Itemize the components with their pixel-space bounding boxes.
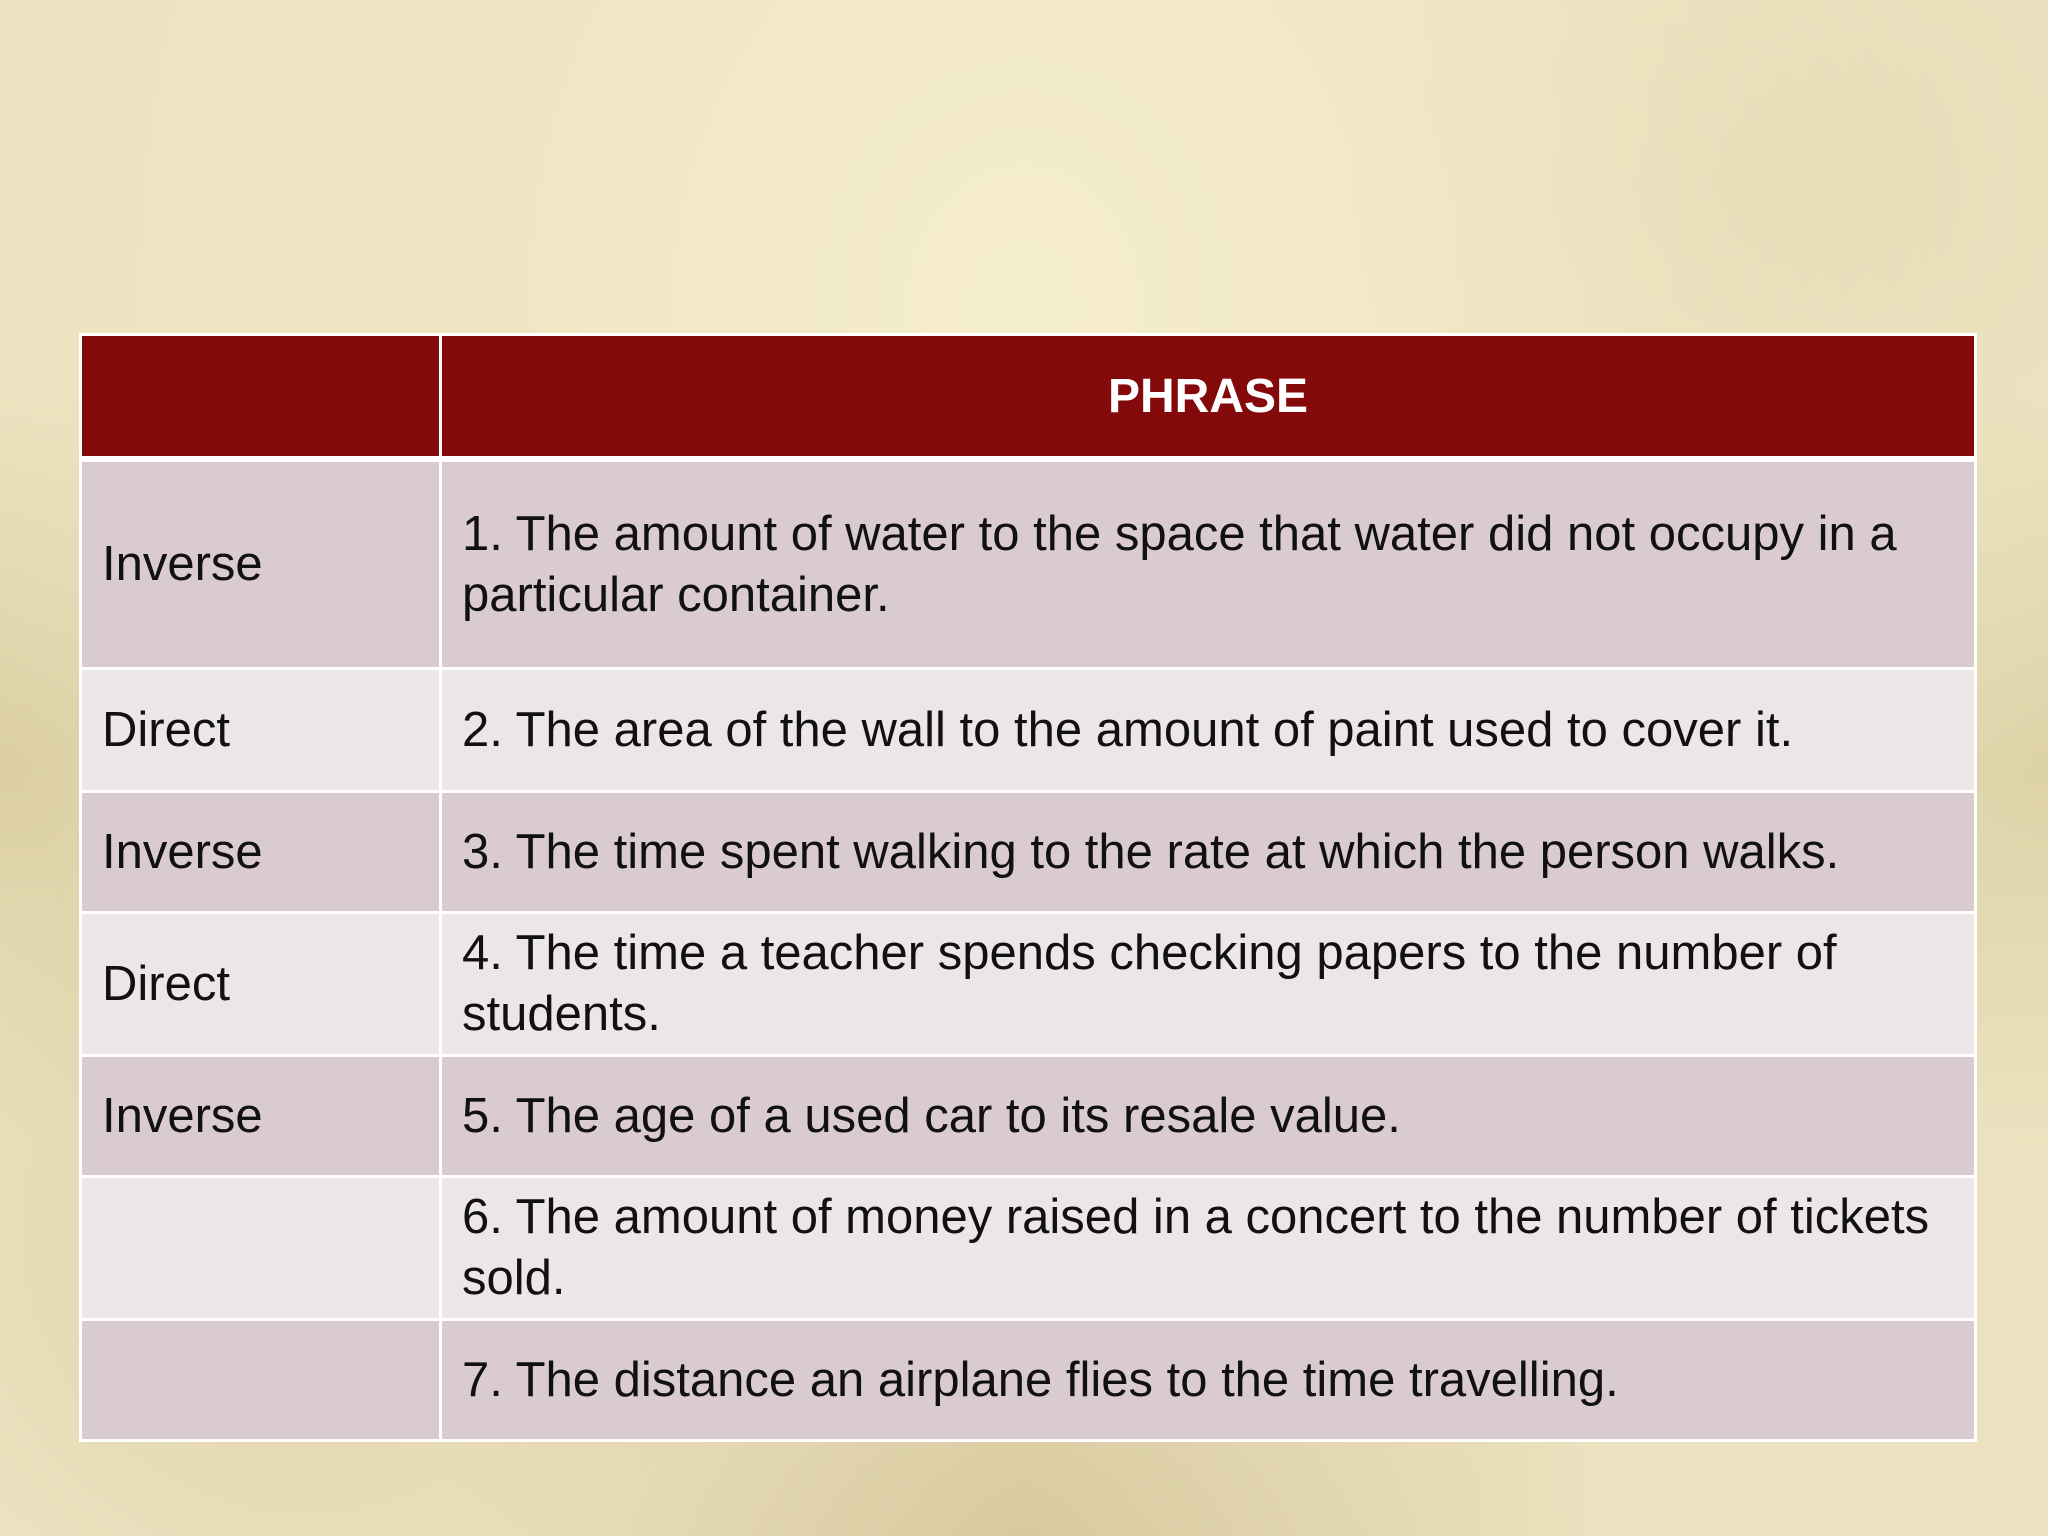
table-row: [81, 792, 1976, 913]
table-row: [81, 1177, 1976, 1320]
table-row: [81, 913, 1976, 1056]
variation-cell: Inverse: [81, 792, 441, 913]
variation-cell: [81, 1320, 441, 1441]
table-row: [81, 669, 1976, 792]
phrase-table: [79, 333, 1977, 1442]
table-row: [81, 1056, 1976, 1177]
phrase-cell: 2. The area of the wall to the amount of paint used to cover it.: [441, 669, 1976, 792]
variation-cell: Direct: [81, 913, 441, 1056]
phrase-cell: 3. The time spent walking to the rate at which the person walks.: [441, 792, 1976, 913]
phrase-cell: 7. The distance an airplane flies to the time travelling.: [441, 1320, 1976, 1441]
phrase-cell: 5. The age of a used car to its resale value.: [441, 1056, 1976, 1177]
table-row: [81, 459, 1976, 669]
variation-cell: Inverse: [81, 459, 441, 669]
phrase-cell: 1. The amount of water to the space that water did not occupy in a particular container.: [441, 459, 1976, 669]
variation-cell: [81, 1177, 441, 1320]
phrase-cell: 6. The amount of money raised in a concert to the number of tickets sold.: [441, 1177, 1976, 1320]
variation-cell: Inverse: [81, 1056, 441, 1177]
table-header-variation: [81, 335, 441, 460]
table-header-row: [81, 335, 1976, 460]
table-header-phrase: PHRASE: [441, 335, 1976, 460]
phrase-cell: 4. The time a teacher spends checking papers to the number of students.: [441, 913, 1976, 1056]
variation-cell: Direct: [81, 669, 441, 792]
table-row: [81, 1320, 1976, 1441]
